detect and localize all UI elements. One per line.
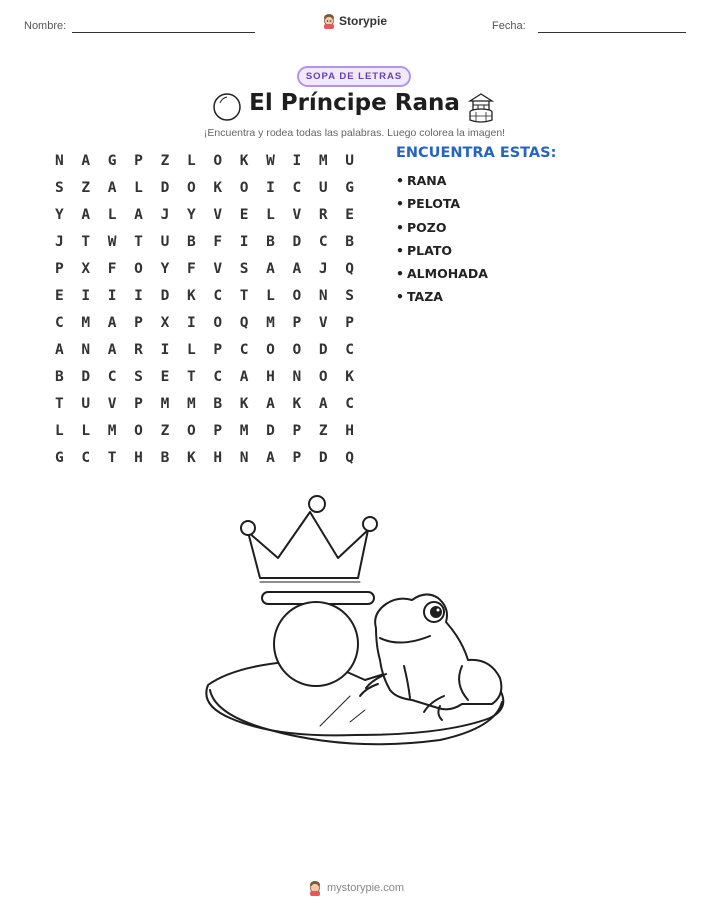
grid-letter[interactable]: V [213,260,223,277]
grid-letter[interactable]: B [213,395,223,412]
grid-letter[interactable]: D [160,287,170,304]
name-label: Nombre: [24,20,67,32]
grid-letter[interactable]: M [266,314,275,331]
grid-letter[interactable]: P [213,422,223,439]
grid-letter[interactable]: O [213,152,223,169]
grid-letter[interactable]: P [213,341,223,358]
category-badge: SOPA DE LETRAS [297,66,411,87]
grid-row [51,282,368,309]
grid-letter[interactable]: H [266,368,275,385]
grid-letter[interactable]: U [318,179,328,196]
grid-letter[interactable]: Z [160,152,170,169]
grid-letter[interactable]: O [292,287,302,304]
bullet: • [396,242,404,258]
grid-letter[interactable]: F [107,260,117,277]
grid-letter[interactable]: Y [186,206,196,223]
brand [322,13,387,29]
grid-letter[interactable]: T [55,395,64,412]
grid-letter[interactable]: A [239,368,249,385]
grid-letter[interactable]: B [160,449,170,466]
word-list-item [396,172,488,195]
grid-letter[interactable]: W [266,152,275,169]
grid-letter[interactable]: P [134,152,143,169]
grid-letter[interactable]: L [55,422,64,439]
grid-letter[interactable]: T [134,233,143,250]
grid-letter[interactable]: U [81,395,91,412]
grid-letter[interactable]: V [107,395,117,412]
grid-letter[interactable]: P [292,449,302,466]
grid-letter[interactable]: H [345,422,355,439]
frog-prince-illustration [200,490,510,750]
grid-letter[interactable]: Q [345,260,355,277]
grid-letter[interactable]: M [239,422,249,439]
word: TAZA [407,289,443,305]
bullet: • [396,289,404,305]
grid-letter[interactable]: N [81,341,91,358]
grid-letter[interactable]: P [134,395,143,412]
grid-letter[interactable]: D [318,449,328,466]
grid-row [51,228,368,255]
golden-ball [274,602,358,686]
grid-letter[interactable]: T [186,368,196,385]
grid-letter[interactable]: O [292,341,302,358]
grid-letter[interactable]: P [134,314,143,331]
date-line [538,32,686,33]
grid-letter[interactable]: A [55,341,64,358]
grid-letter[interactable]: H [213,449,223,466]
grid-letter[interactable]: I [266,179,275,196]
grid-row [51,336,368,363]
word: PELOTA [407,196,461,212]
grid-letter[interactable]: A [266,260,275,277]
grid-letter[interactable]: D [81,368,91,385]
grid-letter[interactable]: C [345,395,355,412]
grid-letter[interactable]: O [186,179,196,196]
grid-letter[interactable]: N [55,152,64,169]
grid-row [51,309,368,336]
grid-letter[interactable]: C [55,314,64,331]
grid-letter[interactable]: C [213,368,223,385]
grid-letter[interactable]: E [345,206,355,223]
grid-letter[interactable]: C [213,287,223,304]
grid-letter[interactable]: O [134,260,143,277]
grid-letter[interactable]: T [107,449,117,466]
grid-letter[interactable]: A [81,152,91,169]
grid-letter[interactable]: E [239,206,249,223]
word: PLATO [407,242,452,258]
grid-letter[interactable]: A [107,314,117,331]
storypie-logo-icon [308,880,322,896]
grid-row [51,390,368,417]
bullet: • [396,266,404,282]
grid-letter[interactable]: M [107,422,117,439]
grid-letter[interactable]: M [160,395,170,412]
grid-letter[interactable]: Z [160,422,170,439]
grid-letter[interactable]: C [292,179,302,196]
grid-letter[interactable]: R [318,206,328,223]
grid-row [51,147,368,174]
grid-letter[interactable]: A [107,179,117,196]
grid-letter[interactable]: O [266,341,275,358]
grid-row [51,174,368,201]
grid-letter[interactable]: H [134,449,143,466]
grid-letter[interactable]: L [186,152,196,169]
grid-letter[interactable]: B [266,233,275,250]
grid-letter[interactable]: M [318,152,328,169]
grid-letter[interactable]: A [134,206,143,223]
grid-letter[interactable]: G [345,179,355,196]
grid-letter[interactable]: Q [345,449,355,466]
grid-letter[interactable]: A [81,206,91,223]
grid-letter[interactable]: Y [160,260,170,277]
grid-letter[interactable]: T [81,233,91,250]
grid-row [51,255,368,282]
letter-grid [51,147,368,471]
footer [308,880,404,896]
grid-row [51,417,368,444]
grid-letter[interactable]: J [160,206,170,223]
grid-letter[interactable]: S [55,179,64,196]
grid-letter[interactable]: V [213,206,223,223]
grid-letter[interactable]: L [81,422,91,439]
grid-row [51,201,368,228]
grid-letter[interactable]: F [213,233,223,250]
grid-letter[interactable]: U [160,233,170,250]
word: POZO [407,219,447,235]
grid-letter[interactable]: L [107,206,117,223]
word-list-item [396,219,488,242]
grid-letter[interactable]: V [318,314,328,331]
grid-letter[interactable]: O [318,368,328,385]
grid-letter[interactable]: S [345,287,355,304]
grid-letter[interactable]: O [213,314,223,331]
grid-letter[interactable]: X [160,314,170,331]
grid-letter[interactable]: Z [318,422,328,439]
grid-letter[interactable]: D [292,233,302,250]
date-label: Fecha: [492,20,526,32]
grid-letter[interactable]: B [186,233,196,250]
page-title: El Príncipe Rana [249,90,460,116]
instructions: ¡Encuentra y rodea todas las palabras. Luego colorea la imagen! [203,127,506,139]
grid-letter[interactable]: C [239,341,249,358]
crown [241,496,377,604]
grid-letter[interactable]: G [107,152,117,169]
grid-letter[interactable]: P [55,260,64,277]
grid-letter[interactable]: S [239,260,249,277]
grid-letter[interactable]: S [134,368,143,385]
grid-letter[interactable]: Y [55,206,64,223]
grid-letter[interactable]: I [160,341,170,358]
word-list-item [396,265,488,288]
word-list-item [396,195,488,218]
word: ALMOHADA [407,266,488,282]
grid-letter[interactable]: D [318,341,328,358]
grid-letter[interactable]: K [186,287,196,304]
bullet: • [396,196,404,212]
grid-letter[interactable]: I [134,287,143,304]
grid-letter[interactable]: N [239,449,249,466]
brand-name: Storypie [339,14,388,28]
grid-letter[interactable]: A [107,341,117,358]
grid-letter[interactable]: J [55,233,64,250]
grid-letter[interactable]: C [107,368,117,385]
grid-letter[interactable]: F [186,260,196,277]
well-icon [466,91,496,123]
footer-url: mystorypie.com [327,882,405,894]
grid-row [51,363,368,390]
grid-letter[interactable]: K [239,152,249,169]
grid-letter[interactable]: C [318,233,328,250]
grid-letter[interactable]: P [292,314,302,331]
grid-letter[interactable]: C [345,341,355,358]
grid-letter[interactable]: U [345,152,355,169]
grid-letter[interactable]: G [55,449,64,466]
word-list [396,172,488,312]
grid-letter[interactable]: O [186,422,196,439]
grid-letter[interactable]: E [55,287,64,304]
grid-letter[interactable]: J [318,260,328,277]
grid-letter[interactable]: A [266,395,275,412]
grid-letter[interactable]: D [266,422,275,439]
word-list-item [396,242,488,265]
grid-letter[interactable]: K [345,368,355,385]
grid-letter[interactable]: D [160,179,170,196]
grid-letter[interactable]: W [107,233,117,250]
grid-letter[interactable]: B [345,233,355,250]
grid-letter[interactable]: I [107,287,117,304]
grid-letter[interactable]: M [81,314,91,331]
grid-letter[interactable]: N [318,287,328,304]
word-list-title: ENCUENTRA ESTAS: [396,145,557,161]
bullet: • [396,173,404,188]
grid-row [51,444,368,471]
grid-letter[interactable]: L [134,179,143,196]
grid-letter[interactable]: K [239,395,249,412]
grid-letter[interactable]: R [134,341,143,358]
grid-letter[interactable]: A [266,449,275,466]
grid-letter[interactable]: O [134,422,143,439]
grid-letter[interactable]: X [81,260,91,277]
grid-letter[interactable]: N [292,368,302,385]
word: RANA [407,173,447,188]
name-line [72,32,255,33]
grid-letter[interactable]: K [213,179,223,196]
grid-letter[interactable]: P [345,314,355,331]
grid-letter[interactable]: A [318,395,328,412]
grid-letter[interactable]: V [292,206,302,223]
grid-letter[interactable]: M [186,395,196,412]
grid-letter[interactable]: O [239,179,249,196]
grid-letter[interactable]: K [292,395,302,412]
grid-letter[interactable]: Q [239,314,249,331]
storypie-logo-icon [322,13,336,29]
grid-letter[interactable]: L [186,341,196,358]
word-list-item [396,288,488,311]
grid-letter[interactable]: K [186,449,196,466]
grid-letter[interactable]: I [81,287,91,304]
grid-letter[interactable]: I [239,233,249,250]
grid-letter[interactable]: A [292,260,302,277]
grid-letter[interactable]: L [266,206,275,223]
grid-letter[interactable]: B [55,368,64,385]
bullet: • [396,219,404,235]
grid-letter[interactable]: T [239,287,249,304]
grid-letter[interactable]: P [292,422,302,439]
grid-letter[interactable]: I [186,314,196,331]
grid-letter[interactable]: E [160,368,170,385]
grid-letter[interactable]: Z [81,179,91,196]
grid-letter[interactable]: C [81,449,91,466]
grid-letter[interactable]: I [292,152,302,169]
grid-letter[interactable]: L [266,287,275,304]
